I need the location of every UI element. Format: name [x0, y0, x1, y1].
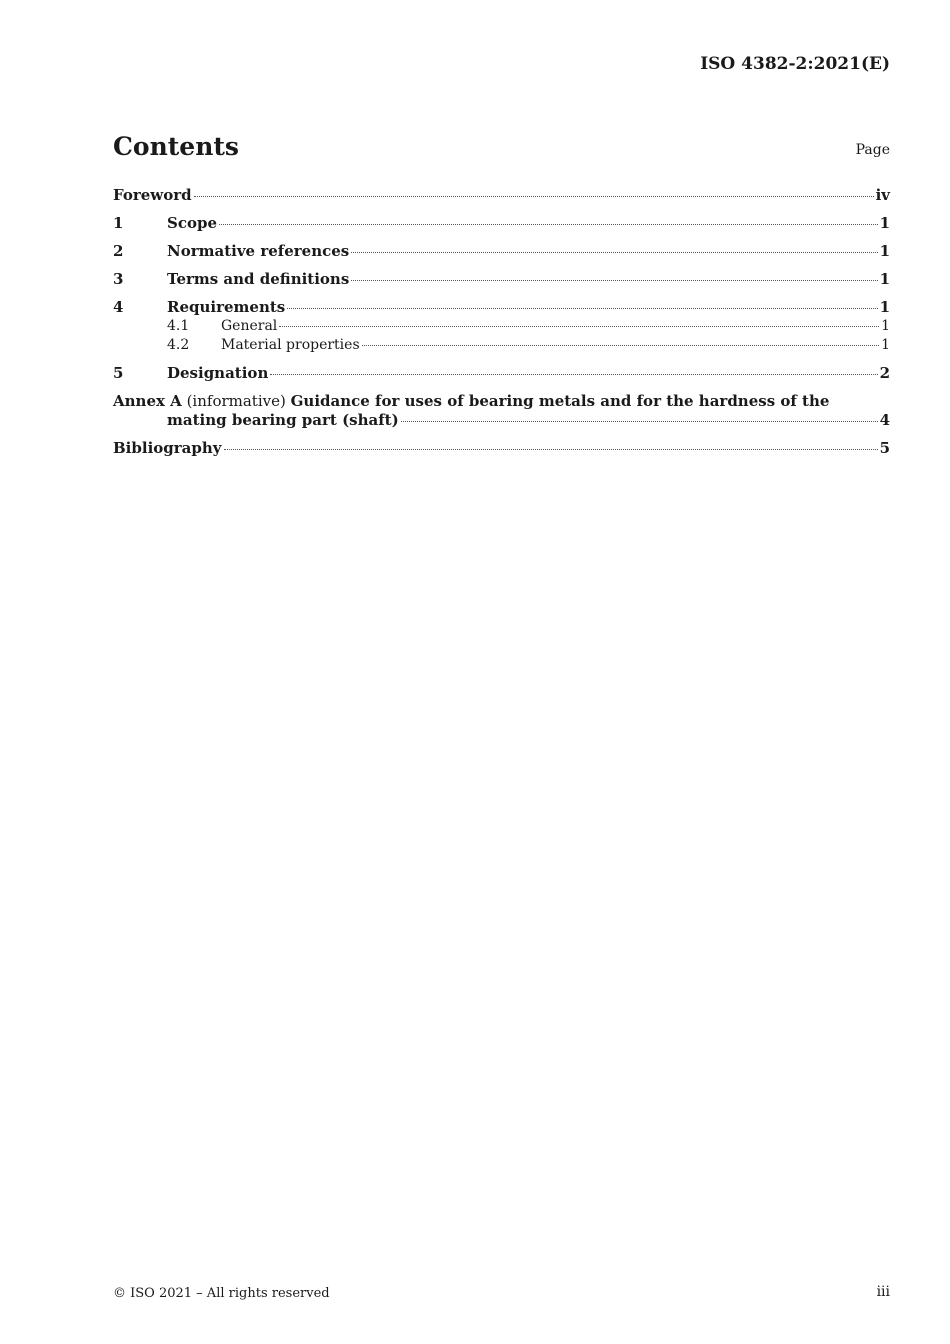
toc-entry-number: 2	[113, 242, 124, 260]
toc-subentry-general[interactable]	[113, 317, 890, 336]
standard-identifier: ISO 4382-2:2021(E)	[700, 54, 890, 74]
toc-subentry-page: 1	[881, 318, 890, 334]
toc-entry-label: Bibliography	[113, 439, 222, 457]
annex-title: Guidance for uses of bearing metals and for the hardness of the	[290, 392, 830, 410]
annex-prefix: Annex A	[113, 392, 182, 410]
leader-dots	[287, 308, 877, 309]
toc-entry-number: 4	[113, 298, 124, 316]
toc-entry-page: 5	[879, 439, 890, 457]
annex-title-line2: mating bearing part (shaft)	[167, 411, 399, 429]
leader-dots	[279, 326, 879, 327]
toc-entry-normative-references[interactable]	[113, 242, 890, 261]
toc-subentry-label: Material properties	[221, 337, 360, 353]
leader-dots	[194, 196, 874, 197]
toc-entry-bibliography[interactable]	[113, 439, 890, 458]
annex-title-line	[113, 392, 890, 411]
toc-entry-label: Requirements	[167, 298, 286, 316]
page-column-heading: Page	[855, 142, 890, 158]
toc-entry-label: Normative references	[167, 242, 350, 260]
toc-entry-number: 3	[113, 270, 124, 288]
toc-entry-page: 4	[879, 411, 890, 429]
toc-entry-annex-a[interactable]	[113, 392, 890, 430]
toc-subentry-label: General	[221, 318, 278, 334]
leader-dots	[362, 345, 879, 346]
toc-subentry-number: 4.2	[167, 337, 190, 353]
leader-dots	[219, 224, 878, 225]
toc-entry-page: iv	[875, 186, 890, 204]
toc-subentry-number: 4.1	[167, 318, 190, 334]
toc-entry-page: 1	[879, 242, 890, 260]
page-number: iii	[876, 1284, 890, 1300]
toc-entry-requirements[interactable]	[113, 298, 890, 317]
leader-dots	[224, 449, 878, 450]
toc-entry-page: 1	[879, 214, 890, 232]
leader-dots	[270, 374, 877, 375]
contents-title: Contents	[113, 132, 240, 161]
toc-entry-designation[interactable]	[113, 364, 890, 383]
toc-subentry-page: 1	[881, 337, 890, 353]
table-of-contents	[113, 186, 890, 458]
toc-entry-number: 1	[113, 214, 124, 232]
toc-subentry-material-properties[interactable]	[113, 336, 890, 355]
toc-entry-label: Terms and definitions	[167, 270, 350, 288]
leader-dots	[401, 421, 878, 422]
annex-type: (informative)	[186, 392, 286, 410]
toc-entry-terms-and-definitions[interactable]	[113, 270, 890, 289]
toc-entry-number: 5	[113, 364, 124, 382]
toc-entry-foreword[interactable]	[113, 186, 890, 205]
toc-entry-page: 1	[879, 270, 890, 288]
leader-dots	[351, 252, 877, 253]
toc-entry-page: 1	[879, 298, 890, 316]
toc-entry-label: Scope	[167, 214, 218, 232]
toc-entry-scope[interactable]	[113, 214, 890, 233]
annex-title-continuation	[113, 411, 890, 430]
toc-entry-label: Foreword	[113, 186, 192, 204]
leader-dots	[351, 280, 877, 281]
toc-entry-label: Designation	[167, 364, 269, 382]
copyright-notice: © ISO 2021 – All rights reserved	[113, 1286, 330, 1301]
toc-entry-page: 2	[879, 364, 890, 382]
